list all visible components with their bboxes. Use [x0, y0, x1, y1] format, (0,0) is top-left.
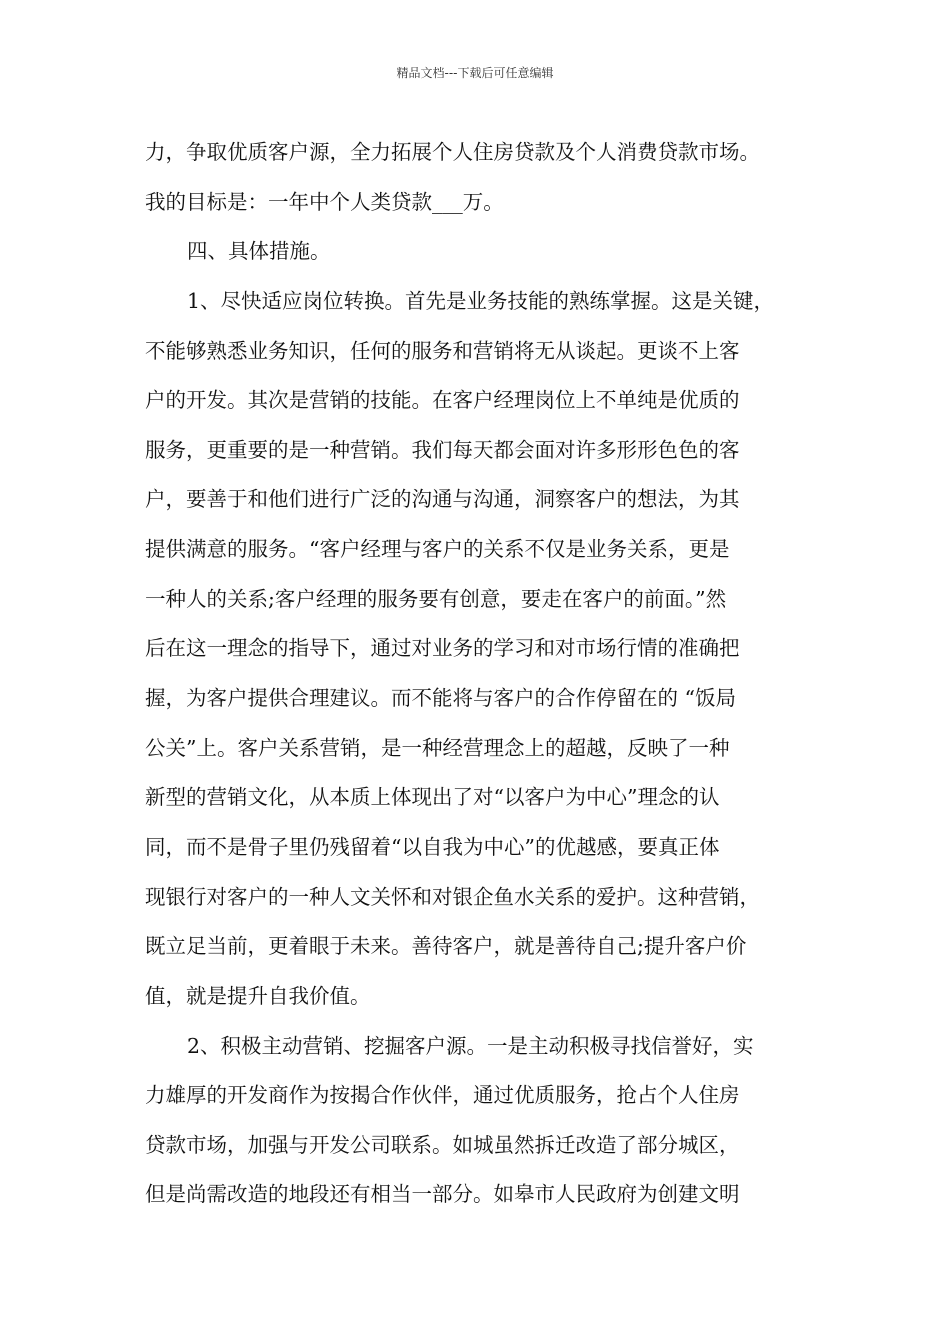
- text-line: 后在这一理念的指导下，通过对业务的学习和对市场行情的准确把: [145, 636, 740, 661]
- paragraph-start: 2、积极主动营销、挖掘客户源。一是主动积极寻找信誉好，实: [187, 1033, 754, 1058]
- text-line: 力，争取优质客户源，全力拓展个人住房贷款及个人消费贷款市场。: [145, 140, 760, 164]
- text-line: 既立足当前，更着眼于未来。善待客户，就是善待自己;提升客户价: [145, 934, 747, 959]
- paragraph-start: 1、尽快适应岗位转换。首先是业务技能的熟练掌握。这是关键，: [187, 288, 775, 313]
- text-line: 服务，更重要的是一种营销。我们每天都会面对许多形形色色的客: [145, 437, 740, 462]
- text-line: 提供满意的服务。“客户经理与客户的关系不仅是业务关系，更是: [145, 537, 730, 562]
- text-line: 户的开发。其次是营销的技能。在客户经理岗位上不单纯是优质的: [145, 388, 740, 413]
- text-line: 不能够熟悉业务知识，任何的服务和营销将无从谈起。更谈不上客: [145, 338, 740, 363]
- text-line: 贷款市场，加强与开发公司联系。如城虽然拆迁改造了部分城区，: [145, 1132, 740, 1157]
- text-line: 一种人的关系;客户经理的服务要有创意，要走在客户的前面。”然: [145, 586, 727, 611]
- text-line: 新型的营销文化，从本质上体现出了对“以客户为中心”理念的认: [145, 785, 720, 810]
- text-line: 力雄厚的开发商作为按揭合作伙伴，通过优质服务，抢占个人住房: [145, 1083, 740, 1108]
- text-line: 公关”上。客户关系营销，是一种经营理念上的超越，反映了一种: [145, 735, 730, 760]
- text-line: 握，为客户提供合理建议。而不能将与客户的合作停留在的 “饭局: [145, 686, 736, 711]
- document-body: [145, 128, 807, 1220]
- page-header: 精品文档---下载后可任意编辑: [396, 66, 554, 80]
- text-line: 户，要善于和他们进行广泛的沟通与沟通，洞察客户的想法，为其: [145, 487, 740, 512]
- text-line: 同，而不是骨子里仍残留着“以自我为中心”的优越感，要真正体: [145, 834, 720, 859]
- text-line: 但是尚需改造的地段还有相当一部分。如皋市人民政府为创建文明: [145, 1182, 740, 1207]
- text-line: 值，就是提升自我价值。: [145, 983, 371, 1008]
- text-line: 现银行对客户的一种人文关怀和对银企鱼水关系的爱护。这种营销，: [145, 884, 760, 909]
- text-line: 我的目标是：一年中个人类贷款___万。: [145, 189, 504, 214]
- section-heading: 四、具体措施。: [187, 239, 331, 264]
